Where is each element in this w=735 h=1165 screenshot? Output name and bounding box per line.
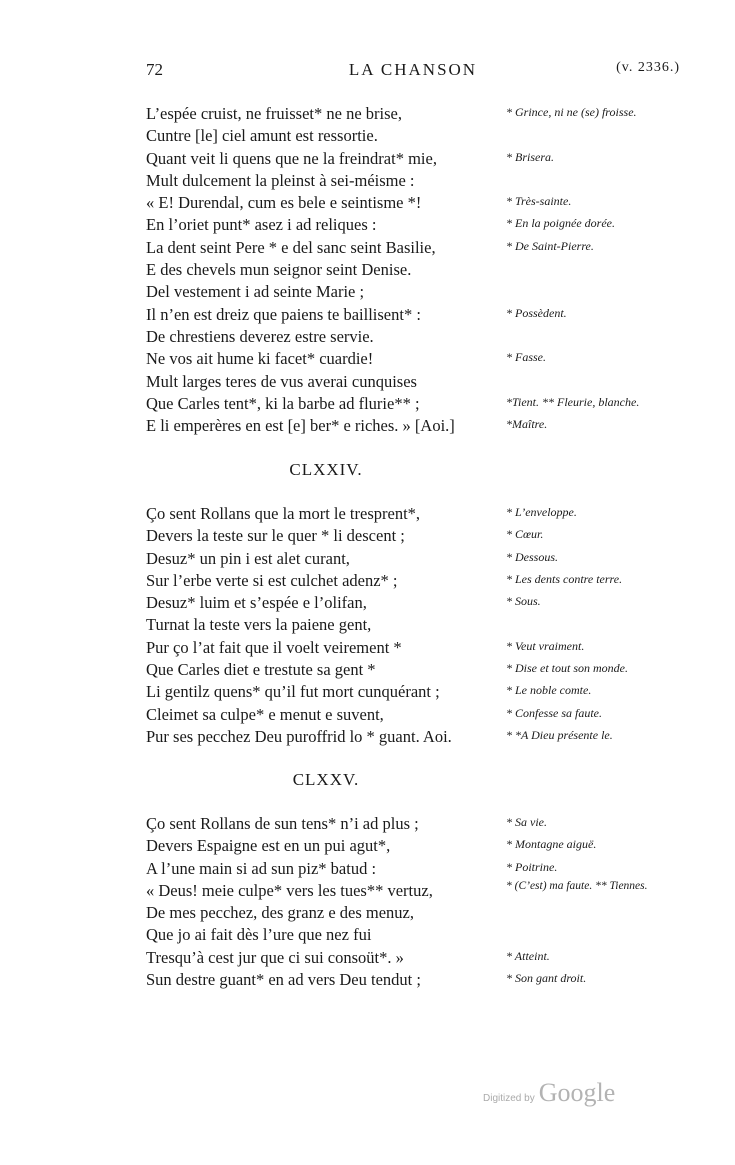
verse-line: Devers la teste sur le quer * li descent ;	[146, 526, 405, 546]
gloss-note: * Cœur.	[506, 527, 544, 542]
gloss-note: * (C’est) ma faute. ** Tiennes.	[506, 879, 648, 892]
gloss-note: * Les dents contre terre.	[506, 571, 623, 586]
verse-line: Cuntre [le] ciel amunt est ressortie.	[146, 126, 378, 146]
verse-line: Sun destre guant* en ad vers Deu tendut ;	[146, 970, 421, 990]
verse-reference: (v. 2336.)	[616, 60, 680, 75]
verse-row	[146, 924, 686, 946]
verse-line: Desuz* un pin i est alet curant,	[146, 548, 350, 568]
verse-row	[146, 148, 686, 170]
verse-line: Ço sent Rollans que la mort le tresprent*,	[146, 504, 421, 523]
gloss-note: * Dessous.	[506, 549, 559, 564]
verse-line: De chrestiens deverez estre servie.	[146, 326, 374, 346]
verse-line: Que Carles tent*, ki la barbe ad flurie** ;	[146, 393, 420, 413]
verse-line: Del vestement i ad seinte Marie ;	[146, 282, 365, 302]
verse-row	[146, 393, 686, 415]
verse-row	[146, 103, 686, 125]
verse-row	[146, 592, 686, 614]
verse-line: Que jo ai fait dès l’ure que nez fui	[146, 925, 372, 945]
verse-line: Devers Espaigne est en un pui agut*,	[146, 836, 391, 856]
running-title: LA CHANSON	[348, 60, 478, 79]
verse-line: « E! Durendal, cum es bele e seintisme *!	[146, 193, 422, 213]
verse-line: Que Carles diet e trestute sa gent *	[146, 660, 376, 680]
verse-row	[146, 170, 686, 192]
verse-line: « Deus! meie culpe* vers les tues** vertuz,	[146, 880, 433, 900]
gloss-note: * Dise et tout son monde.	[506, 661, 628, 676]
digitized-watermark	[483, 1078, 615, 1108]
verse-row	[146, 902, 686, 924]
verse-line: A l’une main si ad sun piz* batud :	[146, 858, 377, 878]
gloss-note: * Le noble comte.	[506, 683, 592, 698]
verse-row	[146, 969, 686, 991]
verse-line: Mult larges teres de vus averai cunquises	[146, 371, 417, 391]
verse-line: La dent seint Pere * e del sanc seint Basilie,	[146, 237, 436, 257]
gloss-note: * Poitrine.	[506, 859, 558, 874]
gloss-note: * *A Dieu présente le.	[506, 727, 613, 742]
verse-line: Pur ço l’at fait que il voelt veirement *	[146, 637, 402, 657]
verse-row	[146, 415, 686, 437]
verse-line: Mult dulcement la pleinst à sei-méisme :	[146, 170, 415, 190]
gloss-note: * L’enveloppe.	[506, 505, 577, 519]
verse-row	[146, 125, 686, 147]
verse-line: Ne vos ait hume ki facet* cuardie!	[146, 349, 374, 369]
verse-row	[146, 348, 686, 370]
verse-line: Sur l’erbe verte si est culchet adenz* ;	[146, 570, 398, 590]
verse-line: Cleimet sa culpe* e menut e suvent,	[146, 704, 384, 724]
verse-row	[146, 214, 686, 236]
verse-row	[146, 880, 686, 902]
watermark-prefix: Digitized by	[483, 1093, 535, 1104]
gloss-note: * Confesse sa faute.	[506, 705, 602, 720]
gloss-note: * De Saint-Pierre.	[506, 238, 594, 253]
verse-row	[146, 371, 686, 393]
stanza-block-clxxiv	[146, 503, 686, 748]
verse-row	[146, 237, 686, 259]
gloss-note: * Veut vraiment.	[506, 638, 585, 653]
gloss-note: * Grince, ni ne (se) froisse.	[506, 105, 637, 119]
verse-line: De mes pecchez, des granz e des menuz,	[146, 903, 414, 923]
verse-line: L’espée cruist, ne fruisset* ne ne brise,	[146, 104, 402, 123]
gloss-note: *Tient. ** Fleurie, blanche.	[506, 394, 640, 409]
verse-row	[146, 525, 686, 547]
verse-row	[146, 681, 686, 703]
gloss-note: * En la poignée dorée.	[506, 216, 615, 231]
verse-line: Li gentilz quens* qu’il fut mort cunquérant ;	[146, 682, 440, 702]
page-number: 72	[146, 60, 163, 79]
gloss-note: * Montagne aiguë.	[506, 837, 597, 852]
gloss-note: *Maître.	[506, 417, 548, 432]
stanza-block-1	[146, 103, 686, 437]
verse-line: En l’oriet punt* asez i ad reliques :	[146, 215, 377, 235]
running-header	[146, 60, 680, 88]
google-logo: Google	[538, 1078, 616, 1107]
verse-row	[146, 659, 686, 681]
verse-row	[146, 704, 686, 726]
verse-row	[146, 726, 686, 748]
gloss-note: * Sous.	[506, 594, 541, 609]
verse-line: E des chevels mun seignor seint Denise.	[146, 260, 412, 280]
gloss-note: * Son gant droit.	[506, 971, 587, 986]
verse-row	[146, 503, 686, 525]
gloss-note: * Très-sainte.	[506, 194, 572, 209]
verse-line: Il n’en est dreiz que paiens te baillisent* :	[146, 304, 421, 324]
stanza-heading-clxxiv: CLXXIV.	[289, 460, 363, 479]
verse-row	[146, 813, 686, 835]
verse-line: Pur ses pecchez Deu puroffrid lo * guant. Aoi.	[146, 726, 452, 746]
verse-row	[146, 548, 686, 570]
verse-row	[146, 637, 686, 659]
verse-line: Desuz* luim et s’espée e l’olifan,	[146, 593, 367, 613]
verse-row	[146, 304, 686, 326]
stanza-heading-clxxv: CLXXV.	[292, 770, 360, 789]
verse-row	[146, 281, 686, 303]
verse-row	[146, 570, 686, 592]
gloss-note: * Possèdent.	[506, 305, 567, 320]
verse-row	[146, 947, 686, 969]
verse-line: Ço sent Rollans de sun tens* n’i ad plus ;	[146, 814, 419, 833]
verse-row	[146, 858, 686, 880]
verse-line: Turnat la teste vers la paiene gent,	[146, 615, 372, 635]
verse-row	[146, 259, 686, 281]
gloss-note: * Brisera.	[506, 149, 554, 164]
stanza-block-clxxv	[146, 813, 686, 991]
verse-line: E li emperères en est [e] ber* e riches. » [Aoi.]	[146, 416, 455, 436]
verse-row	[146, 614, 686, 636]
verse-row	[146, 326, 686, 348]
gloss-note: * Sa vie.	[506, 815, 547, 829]
verse-row	[146, 192, 686, 214]
gloss-note: * Atteint.	[506, 948, 550, 963]
verse-line: Tresqu’à cest jur que ci sui consoüt*. »	[146, 947, 404, 967]
gloss-note: * Fasse.	[506, 350, 546, 365]
verse-line: Quant veit li quens que ne la freindrat* mie,	[146, 148, 437, 168]
verse-row	[146, 835, 686, 857]
